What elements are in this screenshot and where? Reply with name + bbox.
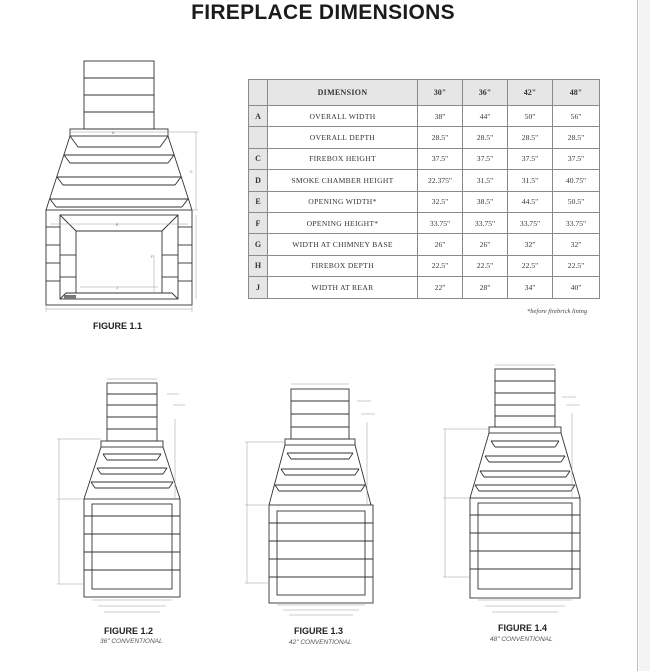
figure-1-1-marker-f: F [151,255,154,259]
row-value: 40" [553,277,600,298]
row-letter: H [249,255,268,276]
header-30: 30" [418,80,463,106]
figure-1-1-drawing [40,55,200,317]
row-value: 33.75" [463,212,508,233]
row-value: 37.5" [508,148,553,169]
figure-1-3-label: FIGURE 1.3 [294,626,344,636]
row-letter: D [249,170,268,191]
figure-1-2-drawing [55,374,195,619]
row-letter: C [249,148,268,169]
row-value: 22.375" [418,170,463,191]
row-value: 37.5" [553,148,600,169]
row-letter [249,127,268,148]
row-dimension-name: WIDTH AT CHIMNEY BASE [268,234,418,255]
figure-1-1-marker-a: A [112,131,115,135]
table-row [249,212,600,233]
table-body [249,106,600,299]
row-value: 56" [553,106,600,127]
row-value: 22.5" [508,255,553,276]
chimney-base-plate [70,129,168,136]
page-edge-margin [639,0,650,671]
table-footnote: *before firebrick lining [527,308,588,315]
row-letter: G [249,234,268,255]
page-title: FIREPLACE DIMENSIONS [191,1,455,24]
row-value: 44.5" [508,191,553,212]
figure-1-1-marker-c: C [190,170,193,174]
table-header-row [249,80,600,106]
hearth-shadow [64,295,76,299]
row-dimension-name: WIDTH AT REAR [268,277,418,298]
header-42: 42" [508,80,553,106]
table-row [249,148,600,169]
row-value: 22.5" [418,255,463,276]
figure-1-2-subtitle: 36" CONVENTIONAL [100,638,163,645]
row-value: 40.75" [553,170,600,191]
row-value: 28.5" [508,127,553,148]
row-value: 33.75" [418,212,463,233]
row-dimension-name: SMOKE CHAMBER HEIGHT [268,170,418,191]
row-value: 38" [418,106,463,127]
row-value: 28" [463,277,508,298]
row-value: 26" [418,234,463,255]
table-row [249,277,600,298]
row-value: 37.5" [418,148,463,169]
row-value: 32" [553,234,600,255]
row-value: 34" [508,277,553,298]
row-letter: J [249,277,268,298]
figure-1-1-label: FIGURE 1.1 [93,321,143,331]
figure-1-3-subtitle: 42" CONVENTIONAL [289,639,352,646]
table-row [249,234,600,255]
row-dimension-name: OPENING WIDTH* [268,191,418,212]
row-value: 31.5" [508,170,553,191]
row-value: 50" [508,106,553,127]
row-value: 32" [508,234,553,255]
header-dimension: DIMENSION [268,80,418,106]
table-row [249,170,600,191]
row-value: 33.75" [508,212,553,233]
row-value: 50.5" [553,191,600,212]
row-dimension-name: OPENING HEIGHT* [268,212,418,233]
figure-1-2-label: FIGURE 1.2 [104,626,154,636]
row-value: 28.5" [553,127,600,148]
row-value: 28.5" [418,127,463,148]
row-dimension-name: OVERALL WIDTH [268,106,418,127]
row-value: 22" [418,277,463,298]
row-value: 38.5" [463,191,508,212]
table-row [249,127,600,148]
header-48: 48" [553,80,600,106]
row-dimension-name: FIREBOX HEIGHT [268,148,418,169]
row-value: 22.5" [553,255,600,276]
figure-1-1-marker-j: J [116,286,118,290]
row-value: 32.5" [418,191,463,212]
figure-1-3-drawing [243,377,383,622]
dimensions-table [248,79,600,299]
row-value: 33.75" [553,212,600,233]
row-value: 26" [463,234,508,255]
row-value: 22.5" [463,255,508,276]
header-36: 36" [463,80,508,106]
figure-1-1-marker-e: E [116,223,119,227]
table-row [249,255,600,276]
table-row [249,191,600,212]
row-dimension-name: OVERALL DEPTH [268,127,418,148]
header-letter [249,80,268,106]
row-dimension-name: FIREBOX DEPTH [268,255,418,276]
row-value: 28.5" [463,127,508,148]
figure-1-4-subtitle: 48" CONVENTIONAL [490,636,553,643]
row-letter: E [249,191,268,212]
row-letter: F [249,212,268,233]
row-letter: A [249,106,268,127]
figure-1-4-label: FIGURE 1.4 [498,623,548,633]
table-row [249,106,600,127]
page-edge-line [637,0,638,671]
row-value: 37.5" [463,148,508,169]
row-value: 31.5" [463,170,508,191]
firebox-opening [60,215,178,299]
figure-1-4-drawing [440,363,590,618]
row-value: 44" [463,106,508,127]
